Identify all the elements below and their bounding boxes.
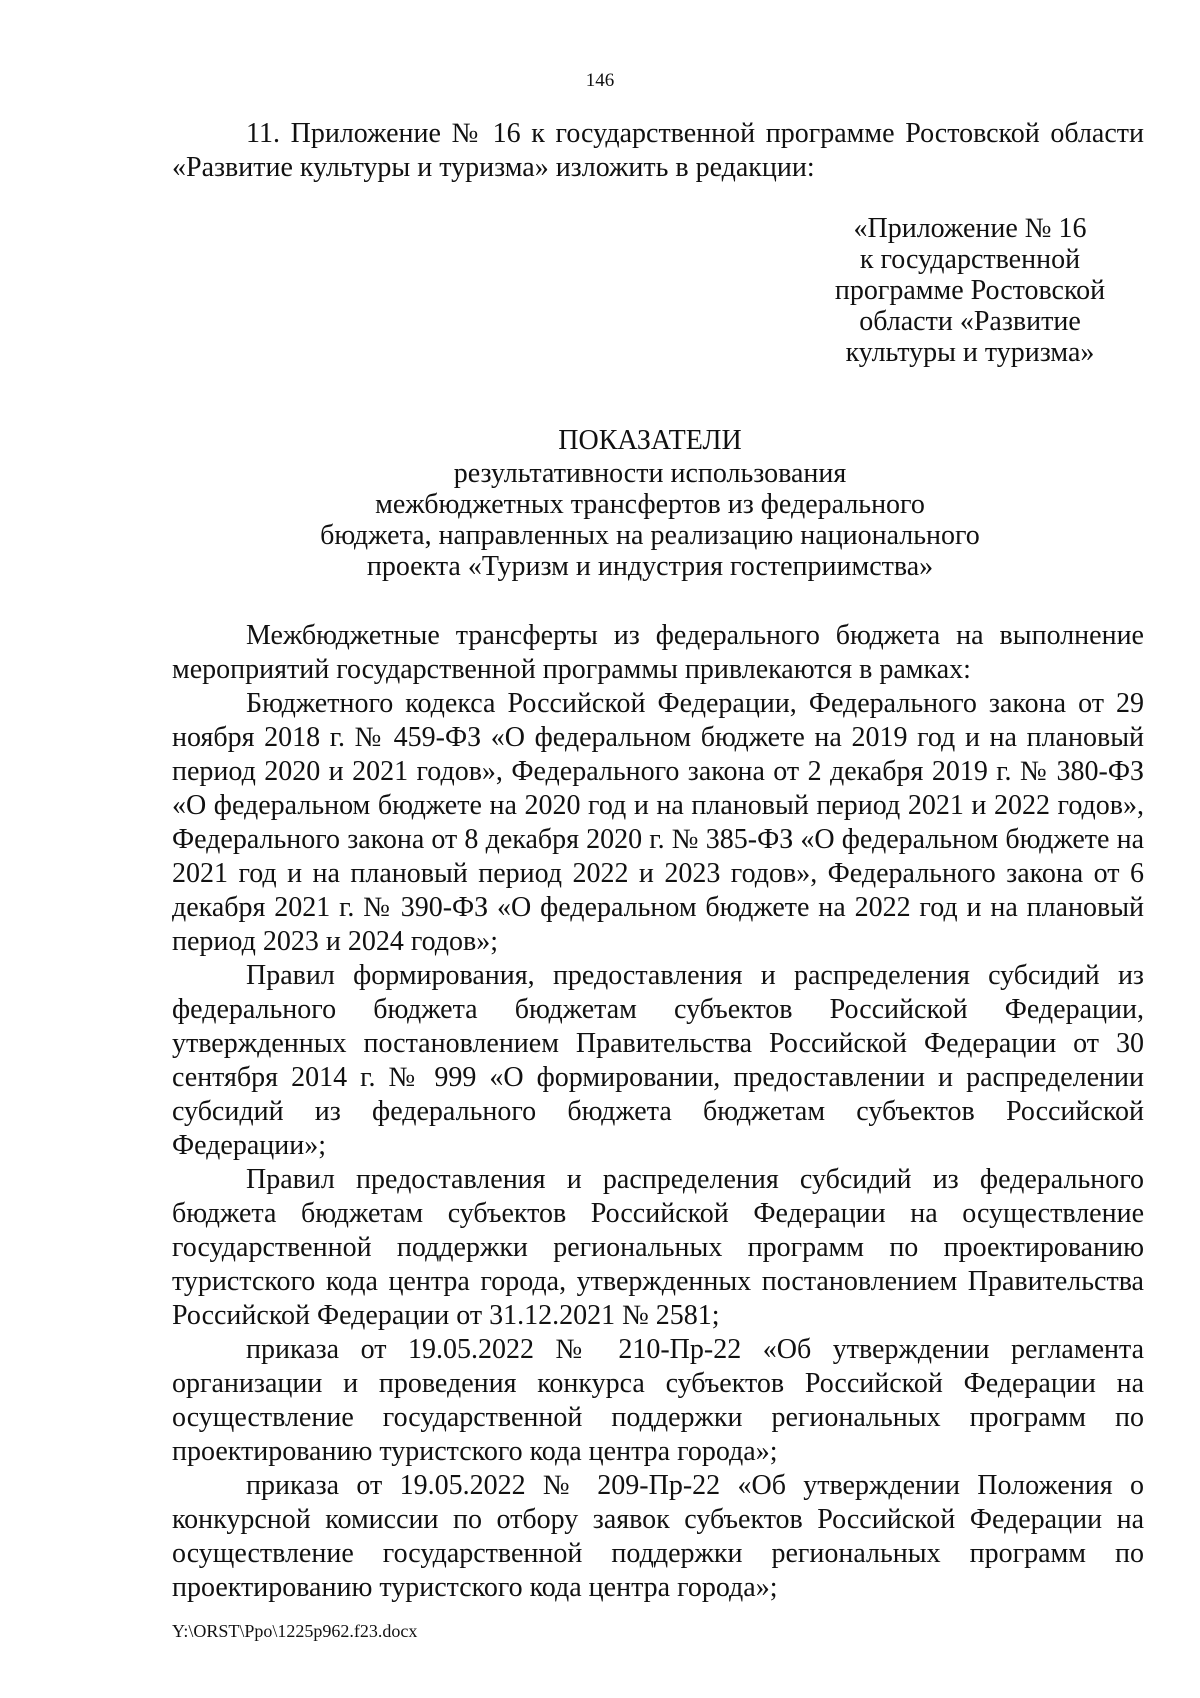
heading-subtitle-line: результативности использования [453, 458, 847, 489]
appendix-line: культуры и туризма» [845, 337, 1095, 368]
body-paragraph: Правил предоставления и распределения субсидий из федерального бюджета бюджетам субъектов Российской Федерации на осуществление государственной поддержки региональных программ по проектированию туристского кода центра города, утвержденных постановлением Правительства Российской Федерации от 31.12.2021 № 2581; [172, 1164, 1144, 1331]
body-text [172, 619, 1144, 1605]
heading-subtitle-line: проекта «Туризм и индустрия гостеприимства» [366, 551, 934, 582]
appendix-line: к государственной [859, 244, 1081, 275]
heading-subtitle-line: бюджета, направленных на реализацию национального [320, 520, 980, 551]
appendix-line: области «Развитие [859, 306, 1081, 337]
body-paragraph: приказа от 19.05.2022 № 209-Пр-22 «Об утверждении Положения о конкурсной комиссии по отбору заявок субъектов Российской Федерации на осуществление государственной поддержки региональных программ по проектированию туристского кода центра города»; [172, 1470, 1144, 1603]
appendix-line: программе Ростовской [834, 275, 1106, 306]
document-heading [250, 425, 1050, 582]
page-number: 146 [585, 70, 615, 91]
heading-title: ПОКАЗАТЕЛИ [558, 425, 742, 456]
body-paragraph: Бюджетного кодекса Российской Федерации, Федерального закона от 29 ноября 2018 г. № 459-ФЗ «О федеральном бюджете на 2019 год и на плановый период 2020 и 2021 годов», Федерального закона от 2 декабря 2019 г. № 380-ФЗ «О федеральном бюджете на 2020 год и на плановый период 2021 и 2022 годов», Федерального закона от 8 декабря 2020 г. № 385-ФЗ «О федеральном бюджете на 2021 год и на плановый период 2022 и 2023 годов», Федерального закона от 6 декабря 2021 г. № 390-ФЗ «О федеральном бюджете на 2022 год и на плановый период 2023 и 2024 годов»; [172, 688, 1144, 957]
body-paragraph: приказа от 19.05.2022 № 210-Пр-22 «Об утверждении регламента организации и проведения конкурса субъектов Российской Федерации на осуществление государственной поддержки региональных программ по проектированию туристского кода центра города»; [172, 1334, 1144, 1467]
footer-file-path: Y:\ORST\Ppo\1225p962.f23.docx [172, 1621, 418, 1641]
appendix-line: «Приложение № 16 [853, 213, 1087, 244]
body-paragraph: Межбюджетные трансферты из федерального бюджета на выполнение мероприятий государственной программы привлекаются в рамках: [172, 620, 1144, 685]
heading-subtitle-line: межбюджетных трансфертов из федерального [375, 489, 925, 520]
appendix-reference [815, 213, 1125, 368]
body-paragraph: Правил формирования, предоставления и распределения субсидий из федерального бюджета бюджетам субъектов Российской Федерации, утвержденных постановлением Правительства Российской Федерации от 30 сентября 2014 г. № 999 «О формировании, предоставлении и распределении субсидий из федерального бюджета бюджетам субъектов Российской Федерации»; [172, 960, 1144, 1161]
intro-section [172, 117, 1144, 185]
intro-paragraph: 11. Приложение № 16 к государственной программе Ростовской области «Развитие культуры и туризма» изложить в редакции: [172, 118, 1144, 183]
